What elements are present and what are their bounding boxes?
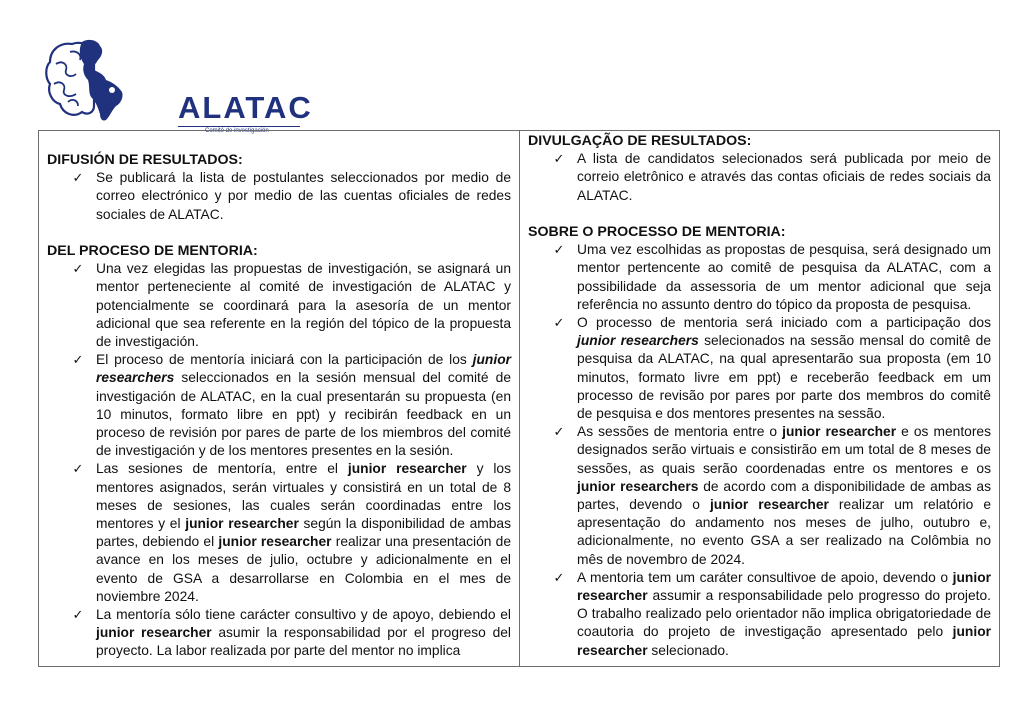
checkmark-icon: ✓ <box>553 151 565 167</box>
checkmark-icon: ✓ <box>72 607 84 623</box>
checkmark-icon: ✓ <box>72 170 84 186</box>
junior-researcher-term: junior researcher <box>347 461 467 477</box>
checkmark-icon: ✓ <box>72 461 84 477</box>
checkmark-icon: ✓ <box>72 352 84 368</box>
brand-underline <box>178 126 300 127</box>
junior-researcher-term: junior researcher <box>577 624 991 658</box>
brain-fold-3 <box>70 51 80 60</box>
spanish-results-list <box>47 169 511 224</box>
checkmark-icon: ✓ <box>553 424 565 440</box>
brand-name: ALATAC <box>178 90 313 125</box>
bilingual-info-table <box>38 130 1000 667</box>
header-logo <box>42 34 313 134</box>
checkmark-icon: ✓ <box>553 569 565 585</box>
brain-fold-2 <box>54 82 76 96</box>
junior-researchers-term: junior researchers <box>96 352 511 386</box>
spanish-results-title: DIFUSIÓN DE RESULTADOS: <box>47 152 243 168</box>
portuguese-results-list <box>528 150 991 205</box>
portuguese-mentoring-list <box>528 241 991 660</box>
portuguese-mentoring-title: SOBRE O PROCESSO DE MENTORIA: <box>528 224 786 240</box>
list-item: ✓ El proceso de mentoría iniciará con la participación de los junior researchers seleccionados en la sesión mensual del comité de investigación de ALATAC, en la cual presentarán su propuesta (en 10 minutos, formato libre en ppt) y recibirán feedback en un proceso de revisión por pares de parte de los miembros del comité de investigación y de los mentores presentes en la sesión. <box>72 352 511 459</box>
junior-researcher-term: junior researcher <box>185 516 299 532</box>
brain-fold-4 <box>68 100 78 106</box>
list-item: ✓ A lista de candidatos selecionados será publicada por meio de correio eletrônico e através das contas oficiais de redes sociais da ALATAC. <box>553 151 991 203</box>
brain-fold-1 <box>56 62 76 76</box>
checkmark-icon: ✓ <box>553 242 565 258</box>
spanish-column <box>39 131 520 666</box>
junior-researcher-term: junior researcher <box>577 569 991 604</box>
list-item: ✓ O processo de mentoria será iniciado com a participação dos junior researchers selecionados na sessão mensal do comitê de pesquisa da ALATAC, na qual apresentarão sua proposta (em 10 minutos, formato livre em ppt) e receberão feedback em um processo de revisão por pares por parte dos membros do comitê de pesquisa e dos mentores presentes na sessão. <box>553 315 991 422</box>
junior-researcher-term: junior researcher <box>709 497 829 513</box>
brand-subtitle: Comité de investigación <box>205 128 269 134</box>
brain-americas-logo-icon <box>42 34 134 126</box>
spanish-mentoring-title: DEL PROCESO DE MENTORIA: <box>47 243 258 259</box>
junior-researcher-term: junior researcher <box>96 625 212 641</box>
junior-researcher-term: junior researchers <box>577 478 699 494</box>
checkmark-icon: ✓ <box>553 315 565 331</box>
checkmark-icon: ✓ <box>72 261 84 277</box>
list-item: ✓ La mentoría sólo tiene carácter consultivo y de apoyo, debiendo el junior researcher asumir la responsabilidad por el progreso del proyecto. La labor realizada por parte del mentor no implica <box>72 607 511 659</box>
americas-map <box>80 40 123 121</box>
spanish-mentoring-list <box>47 260 511 660</box>
list-item: ✓ Las sesiones de mentoría, entre el junior researcher y los mentores asignados, serán virtuales y consistirá en un total de 8 meses de sesiones, las cuales serán coordinadas entre los mentores y el junior researcher según la disponibilidad de ambas partes, debiendo el junior researcher realizar una presentación de avance en los meses de julio, octubre y adicionalmente en el evento de GSA a desarrollarse en Colombia en el mes de noviembre 2024. <box>72 461 511 604</box>
list-item: ✓ As sessões de mentoria entre o junior researcher e os mentores designados serão virtuais e consistirão em um total de 8 meses de sessões, as quais serão coordenadas entre os mentores e os junior researchers de acordo com a disponibilidade de ambas as partes, devendo o junior researcher realizar um relatório e apresentação do andamento nos meses de julho, outubro e, adicionalmente, no evento GSA a ser realizado na Colômbia no mês de novembro de 2024. <box>553 424 992 567</box>
list-item: ✓ A mentoria tem um caráter consultivoe de apoio, devendo o junior researcher assumir a responsabilidade pelo progresso do projeto. O trabalho realizado pelo orientador não implica obrigatoriedade de coautoria do projeto de investigação apresentado pelo junior researcher selecionado. <box>553 569 991 658</box>
portuguese-column <box>520 131 999 666</box>
list-item: ✓ Se publicará la lista de postulantes seleccionados por medio de correo electrónico y por medio de las cuentas oficiales de redes sociales de ALATAC. <box>72 170 511 222</box>
junior-researchers-term: junior researchers <box>577 333 699 349</box>
junior-researcher-term: junior researcher <box>218 534 332 550</box>
list-item: ✓ Uma vez escolhidas as propostas de pesquisa, será designado um mentor pertencente ao comitê de pesquisa da ALATAC, com a possibilidade da assessoria de um mentor adicional que seja referência no assunto dentro do tópico da proposta de pesquisa. <box>553 242 991 312</box>
map-marker <box>109 87 115 93</box>
junior-researcher-term: junior researcher <box>782 424 897 440</box>
list-item: ✓ Una vez elegidas las propuestas de investigación, se asignará un mentor perteneciente al comité de investigación de ALATAC y potencialmente se coordinará para la asesoría de un mentor adicional que sea referente en la región del tópico de la propuesta de investigación. <box>72 261 511 350</box>
portuguese-results-title: DIVULGAÇÃO DE RESULTADOS: <box>528 133 752 149</box>
